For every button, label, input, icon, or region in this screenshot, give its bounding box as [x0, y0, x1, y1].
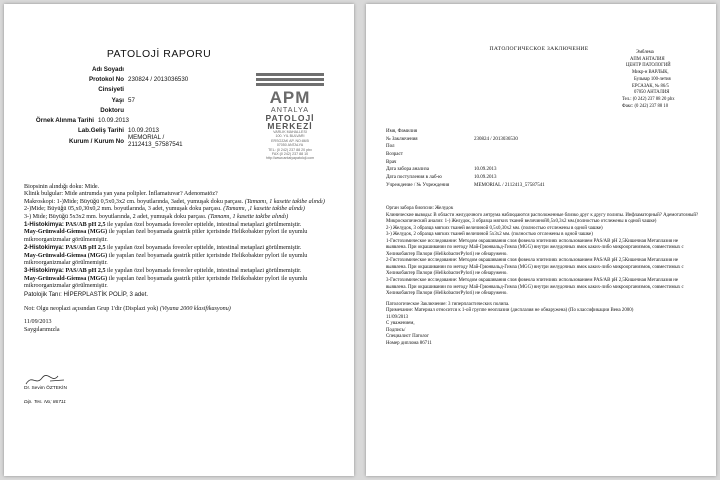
logo-address: FAX:(0 242) 237 88 10	[271, 152, 309, 157]
info-label: Cinsiyeti	[98, 86, 124, 94]
logo-line: ANTALYA	[270, 105, 310, 114]
body-paragraph: 2-Гистохимическое исследование: Методом окрашивания слоя фовеола эпителиях использованием PAS/AB рН 2,5Кишечная Метаплазия не выявлена. При окрашивании по методу Май-Грюнвальд-Гимза (MGG) внутри желудочных ямок каких-либо микроорганизмов, совместимых с Хеликобактер Пилори (HelikobacterPylori) не обнаружено.	[386, 258, 684, 277]
info-value: 230824 / 2013036530	[474, 136, 518, 142]
info-row	[24, 105, 194, 115]
info-label: Yaşı	[111, 96, 124, 104]
report-date: 11/09/2013	[386, 314, 409, 320]
info-value: 57	[128, 96, 135, 104]
header-line: ЕРСАЗАК, № 86/5	[632, 83, 669, 89]
logo-address: VARLIK MAHALLESİ	[273, 130, 307, 134]
body-paragraph: Микроскопический анализ: 1-) Желудок, 3 образца мягких тканей величиной0,5х0,3х2 мм.(полностью отслежены в одной чашке)	[386, 219, 657, 225]
doctor-diploma: Номер диплома 86711	[386, 340, 432, 346]
info-label: Возраст	[386, 152, 403, 158]
info-row	[386, 136, 686, 144]
diagnosis: Patolojik Tanı: HİPERPLASTİK POLİP, 3 adet.	[24, 290, 149, 298]
info-row	[386, 151, 686, 159]
signature-label: Подпись/	[386, 327, 406, 333]
turkish-report-page	[4, 4, 354, 476]
info-label: Protokol No	[88, 75, 124, 83]
info-value	[474, 159, 686, 167]
patient-info-table	[24, 64, 194, 149]
header-line: Бульвар 100-летия	[634, 76, 671, 82]
doctor-role: Специалист Патолог	[386, 334, 430, 340]
header-line: ЦЕНТР ПАТОЛОГИЙ	[626, 63, 671, 69]
logo-address: ERSOZAK AP. NO:86/5	[271, 138, 309, 143]
patient-info-table	[386, 128, 686, 190]
histochemistry-2: 2-Histokimya: PAS/AB pH 2,5 ile yapılan özel boyamada foveoler epitelde, intestinal metaplazi görülmemiştir.	[24, 244, 302, 252]
info-row	[386, 159, 686, 167]
info-label: Doktoru	[100, 106, 124, 114]
body-paragraph: 1-Гистохимическое исследование: Методом окрашивания слоя фовеола эпителиях использованием PAS/AB рН 2,5Кишечная Метаплазия не выявлена. При окрашивании по методу Май-Грюнвальд-Гимза (MGG) внутри желудочных ямок каких-либо микроорганизмов, совместимых с Хеликобактер Пилори (HelikobacterPylori) не обнаружено.	[386, 238, 684, 257]
info-value: 230824 / 2013036530	[128, 75, 189, 83]
biopsy-site: Biopsinin alındığı doku: Mide.	[24, 184, 100, 190]
header-line: Микр-н ВАРЛЫК,	[632, 70, 669, 76]
info-value	[474, 151, 686, 159]
body-paragraph: 3-) Желудок, 2 образца мягких тканей величиной 5х3х2 мм. (полностью отслежены в одной чашке)	[386, 232, 593, 238]
info-label: Adı Soyadı	[92, 65, 124, 73]
info-value: MEMORIAL / 2112413_57587541	[128, 134, 183, 149]
report-body	[24, 184, 342, 298]
info-label: Lab.Geliş Tarihi	[78, 127, 124, 135]
header-line: Факс: (0 242) 237 88 10	[622, 103, 669, 109]
regards: С уважением,	[386, 321, 415, 327]
report-date: 11/09/2013	[24, 319, 52, 326]
info-value: MEMORIAL / 2112413_57587541	[474, 182, 545, 188]
macroscopy-3: 3-) Mide; Büyüğü 5x3x2 mm. boyutlarında, 2 adet, yumuşak doku parçası. (Tamamı, 1 kasette takibe alındı)	[24, 213, 289, 220]
histochemistry-3: 3-Histokimya: PAS/AB pH 2,5 ile yapılan özel boyamada foveoler epitelde, intestinal metaplazi görülmemiştir.	[24, 267, 302, 275]
info-label: Учреждение / № Учреждения	[386, 182, 450, 188]
info-label: Örnek Alınma Tarihi	[35, 117, 94, 125]
logo-stripes-icon	[256, 72, 324, 88]
logo-letters: APM	[269, 88, 311, 107]
lab-header	[622, 50, 712, 110]
body-paragraph: 2-) Желудок, 3 образца мягких тканей величиной 0,5х0,30х2 мм. (полностью отслежены в одной чашке)	[386, 225, 603, 231]
mgg-1: May-Grünwald-Giemsa (MGG) ile yapılan özel boyamada gastrik pitler içerisinde Helikobakter pylori ile uyumlu mikroorganizmalar görülmemiştir.	[24, 229, 308, 243]
body-paragraph: Орган забора биопсии: Желудок	[386, 206, 454, 211]
regards: Saygılarımızla	[24, 326, 60, 333]
header-line: Тел.: (0 242) 237 88 20 рbх	[622, 96, 675, 102]
body-paragraph: Клинические выводы: В области желудочного антрума наблюдаются расположенные близко друг к другу полипы. Инфламаторный? Адемотатозный?	[386, 212, 699, 218]
clinical-findings: Klinik bulgular: Mide antrumda yan yana polipler. İnflamatuvar? Adenomatöz?	[24, 191, 218, 198]
info-row	[386, 182, 686, 190]
info-row	[386, 166, 686, 174]
info-label: Дата забора анализа	[386, 167, 429, 173]
info-label: № Заключения	[386, 136, 418, 142]
info-row	[24, 85, 194, 95]
info-value	[474, 143, 686, 151]
info-value	[474, 128, 686, 136]
info-label: Врач	[386, 159, 397, 165]
info-row	[386, 143, 686, 151]
header-line: АПМ АНТАЛИЯ	[630, 56, 665, 62]
apm-logo	[244, 72, 336, 161]
body-paragraph: 3-Гистохимическое исследование: Методом окрашивания слоя фовеола эпителиях использованием PAS/AB рН 2,5Кишечная Метаплазия не выявлена. При окрашивании по методу Май-Грюнвальд-Гимза (MGG) внутри желудочных ямок каких-либо микроорганизмов, совместимых с Хеликобактер Пилори (HelikobacterPylori) не обнаружено.	[386, 278, 684, 297]
histochemistry-1: 1-Histokimya: PAS/AB pH 2,5 ile yapılan özel boyamada foveoler epitelde, intestinal metaplazi görülmemiştir.	[24, 221, 302, 229]
info-value: 10.09.2013	[474, 167, 497, 173]
conclusion: Патологическое Заключение: 3 гиперпластических полипа.	[386, 301, 510, 307]
info-value: 10.09.2013	[474, 175, 497, 181]
report-title: PATOLOJİ RAPORU	[106, 48, 212, 60]
logo-line: PATOLOJİ	[265, 113, 315, 123]
logo-address: 07050 ANTALYA	[276, 143, 304, 148]
header-line: 07050 АНТАЛИЯ	[634, 90, 670, 96]
header-line: Эмблема	[636, 50, 654, 55]
info-label: Пол	[386, 144, 395, 150]
macroscopy-2: 2-)Mide; Büyüğü 05,x0,30x0,2 mm. boyutlarında, 3 adet, yumuşak doku parçası. (Tamamı, ,1 kasette takibe alındı)	[24, 206, 305, 213]
info-value: 10.09.2013	[128, 127, 159, 135]
neoplasia-note: Примечание: Материал относится к 1-ой группе неоплазии (дисплазия не обнаружена) (По классификации Вена 2000)	[386, 308, 634, 314]
report-footer	[24, 306, 342, 334]
info-label: Kurum / Kurum No	[69, 137, 124, 145]
info-label: Дата поступления в лаб-ю	[386, 175, 442, 181]
logo-line: MERKEZİ	[267, 121, 313, 131]
info-row	[24, 134, 194, 149]
mgg-3: May-Grünwald-Giemsa (MGG) ile yapılan özel boyamada gastrik pitler içerisinde Helikobakter pylori ile uyumlu mikroorganizmalar görülmemiştir.	[24, 275, 308, 290]
macroscopy-1: Makroskopi: 1-)Mide; Büyüğü 0,5x0,3x2 cm. boyutlarında, 3adet, yumuşak doku parçası. (Tamamı, 1 kasette takibe alındı)	[24, 198, 325, 205]
info-row	[24, 115, 194, 125]
logo-address: http://www.antalyapatoloji.com	[265, 156, 315, 161]
info-label: Имя, Фамилия	[386, 129, 418, 134]
info-row	[24, 74, 194, 84]
report-title: ПАТОЛОГИЧЕСКОЕ ЗАКЛЮЧЕНИЕ	[489, 46, 589, 52]
logo-address: TEL: (0 242) 237 88 20 pbx	[268, 147, 312, 152]
info-row	[386, 128, 686, 136]
russian-report-page	[366, 4, 716, 476]
info-row	[24, 64, 194, 74]
logo-address: 100. YIL BULVARI	[275, 134, 305, 139]
doctor-name: Dr. Sevim ÖZTEKİN	[24, 386, 67, 391]
mgg-2: May-Grünwald-Giemsa (MGG) ile yapılan özel boyamada gastrik pitler içerisinde Helikobakter pylori ile uyumlu mikroorganizmalar görülmemiştir.	[24, 252, 308, 267]
info-row	[386, 174, 686, 182]
info-value: 10.09.2013	[98, 117, 129, 125]
info-row	[24, 95, 194, 105]
doctor-diploma: Dip. Tes. No; 86711	[24, 400, 66, 405]
neoplasia-note: Not: Olgu neoplazi açısından Grup 1'dir (Displazi yok) (Viyana 2000 klasifikasyonu)	[24, 306, 231, 312]
report-body	[386, 206, 700, 347]
